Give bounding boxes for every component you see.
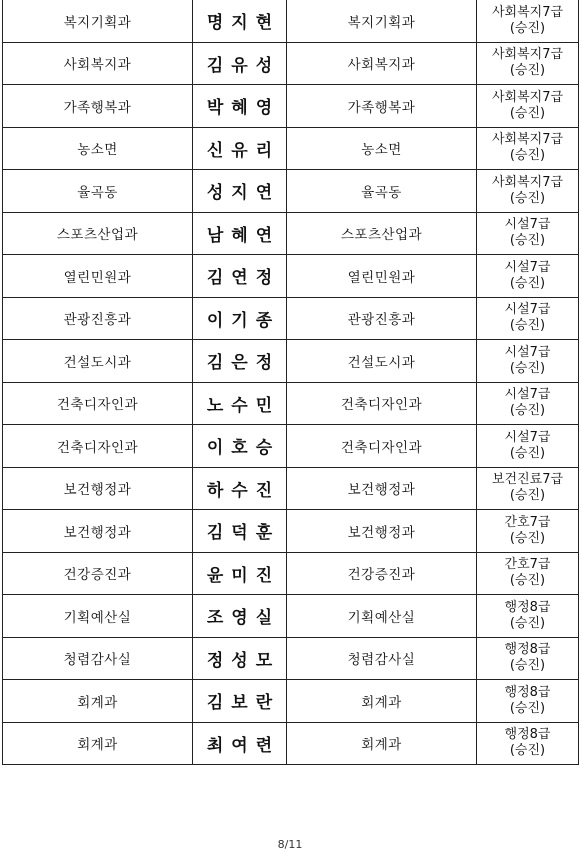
from-department-cell: 건축디자인과 [3, 382, 193, 425]
name-cell: 이호승 [193, 425, 287, 468]
promotion-note: (승진) [509, 20, 546, 36]
grade-label: 시설7급 [504, 259, 551, 275]
to-department-cell: 건강증진과 [287, 552, 477, 595]
grade-cell [477, 42, 579, 85]
from-department-cell: 가족행복과 [3, 85, 193, 128]
from-department-cell: 농소면 [3, 127, 193, 170]
to-department-cell: 보건행정과 [287, 510, 477, 553]
name-cell: 노수민 [193, 382, 287, 425]
to-department-cell: 건축디자인과 [287, 425, 477, 468]
grade-cell [477, 340, 579, 383]
grade-cell [477, 297, 579, 340]
to-department-cell: 청렴감사실 [287, 637, 477, 680]
name-cell: 김은정 [193, 340, 287, 383]
promotion-note: (승진) [509, 233, 546, 249]
promotion-note: (승진) [509, 105, 546, 121]
grade-cell [477, 127, 579, 170]
from-department-cell: 기획예산실 [3, 595, 193, 638]
from-department-cell: 열린민원과 [3, 255, 193, 298]
name-cell: 명지현 [193, 0, 287, 42]
promotion-note: (승진) [509, 530, 546, 546]
name-cell: 김덕훈 [193, 510, 287, 553]
table-row [3, 552, 579, 595]
table-row [3, 127, 579, 170]
name-cell: 김보란 [193, 680, 287, 723]
name-cell: 정성모 [193, 637, 287, 680]
grade-label: 행정8급 [504, 727, 551, 743]
grade-cell [477, 467, 579, 510]
table-row [3, 680, 579, 723]
grade-label: 시설7급 [504, 302, 551, 318]
from-department-cell: 보건행정과 [3, 467, 193, 510]
promotion-note: (승진) [509, 615, 546, 631]
name-cell: 조영실 [193, 595, 287, 638]
table-row [3, 170, 579, 213]
grade-cell [477, 637, 579, 680]
name-cell: 윤미진 [193, 552, 287, 595]
table-row [3, 212, 579, 255]
promotion-note: (승진) [509, 700, 546, 716]
promotion-note: (승진) [509, 360, 546, 376]
table-row [3, 0, 579, 42]
table-row [3, 510, 579, 553]
promotion-note: (승진) [509, 488, 546, 504]
from-department-cell: 보건행정과 [3, 510, 193, 553]
grade-label: 사회복지7급 [491, 132, 564, 148]
table-row [3, 42, 579, 85]
from-department-cell: 사회복지과 [3, 42, 193, 85]
grade-label: 간호7급 [504, 514, 551, 530]
personnel-table-body [3, 0, 579, 765]
name-cell: 성지연 [193, 170, 287, 213]
grade-label: 보건진료7급 [491, 472, 564, 488]
promotion-note: (승진) [509, 148, 546, 164]
table-row [3, 340, 579, 383]
table-row [3, 255, 579, 298]
to-department-cell: 건설도시과 [287, 340, 477, 383]
grade-cell [477, 85, 579, 128]
name-cell: 박혜영 [193, 85, 287, 128]
name-cell: 김유성 [193, 42, 287, 85]
name-cell: 신유리 [193, 127, 287, 170]
from-department-cell: 율곡동 [3, 170, 193, 213]
from-department-cell: 스포츠산업과 [3, 212, 193, 255]
from-department-cell: 회계과 [3, 680, 193, 723]
promotion-note: (승진) [509, 573, 546, 589]
from-department-cell: 청렴감사실 [3, 637, 193, 680]
to-department-cell: 기획예산실 [287, 595, 477, 638]
grade-label: 시설7급 [504, 387, 551, 403]
to-department-cell: 사회복지과 [287, 42, 477, 85]
grade-cell [477, 0, 579, 42]
grade-label: 사회복지7급 [491, 47, 564, 63]
grade-label: 사회복지7급 [491, 4, 564, 20]
to-department-cell: 관광진흥과 [287, 297, 477, 340]
promotion-note: (승진) [509, 743, 546, 759]
from-department-cell: 관광진흥과 [3, 297, 193, 340]
grade-cell [477, 680, 579, 723]
to-department-cell: 보건행정과 [287, 467, 477, 510]
grade-label: 행정8급 [504, 599, 551, 615]
to-department-cell: 가족행복과 [287, 85, 477, 128]
name-cell: 남혜연 [193, 212, 287, 255]
promotion-note: (승진) [509, 658, 546, 674]
grade-label: 행정8급 [504, 642, 551, 658]
grade-cell [477, 255, 579, 298]
grade-cell [477, 722, 579, 765]
grade-cell [477, 425, 579, 468]
page-number: 8/11 [277, 838, 303, 851]
grade-label: 시설7급 [504, 217, 551, 233]
table-row [3, 637, 579, 680]
to-department-cell: 농소면 [287, 127, 477, 170]
grade-cell [477, 212, 579, 255]
promotion-note: (승진) [509, 275, 546, 291]
table-row [3, 425, 579, 468]
promotion-note: (승진) [509, 445, 546, 461]
table-row [3, 382, 579, 425]
to-department-cell: 스포츠산업과 [287, 212, 477, 255]
from-department-cell: 건설도시과 [3, 340, 193, 383]
grade-cell [477, 552, 579, 595]
from-department-cell: 건강증진과 [3, 552, 193, 595]
promotion-note: (승진) [509, 190, 546, 206]
name-cell: 최여련 [193, 722, 287, 765]
name-cell: 하수진 [193, 467, 287, 510]
to-department-cell: 회계과 [287, 722, 477, 765]
promotion-note: (승진) [509, 403, 546, 419]
promotion-note: (승진) [509, 318, 546, 334]
grade-label: 행정8급 [504, 684, 551, 700]
grade-cell [477, 170, 579, 213]
grade-cell [477, 595, 579, 638]
grade-label: 시설7급 [504, 429, 551, 445]
table-row [3, 595, 579, 638]
to-department-cell: 율곡동 [287, 170, 477, 213]
from-department-cell: 건축디자인과 [3, 425, 193, 468]
to-department-cell: 건축디자인과 [287, 382, 477, 425]
table-row [3, 722, 579, 765]
grade-label: 사회복지7급 [491, 89, 564, 105]
grade-cell [477, 510, 579, 553]
personnel-table [2, 0, 579, 765]
name-cell: 이기종 [193, 297, 287, 340]
grade-label: 간호7급 [504, 557, 551, 573]
name-cell: 김연정 [193, 255, 287, 298]
table-row [3, 297, 579, 340]
to-department-cell: 회계과 [287, 680, 477, 723]
from-department-cell: 회계과 [3, 722, 193, 765]
table-row [3, 467, 579, 510]
grade-label: 사회복지7급 [491, 174, 564, 190]
promotion-note: (승진) [509, 63, 546, 79]
from-department-cell: 복지기획과 [3, 0, 193, 42]
to-department-cell: 열린민원과 [287, 255, 477, 298]
table-row [3, 85, 579, 128]
grade-label: 시설7급 [504, 344, 551, 360]
to-department-cell: 복지기획과 [287, 0, 477, 42]
grade-cell [477, 382, 579, 425]
